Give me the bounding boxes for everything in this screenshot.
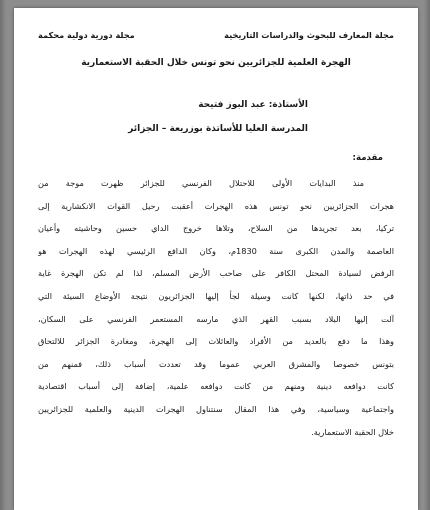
- paragraph-line: هجرات الجزائريين نحو تونس هذه الهجرات أعقبت رحيل القوات الانكشارية إلى: [38, 200, 394, 211]
- paragraph-line: وهذا ما دفع بالعديد من الأفراد والعائلات إلى الهجرة، ومغادرة الجزائر للالتحاق: [38, 336, 394, 347]
- section-heading: مقدمة:: [352, 153, 383, 163]
- page-header: [38, 30, 394, 44]
- journal-type: مجلة دورية دولية محكمة: [38, 30, 135, 40]
- paragraph-line: آلت إليها البلاد بسبب القهر الذي مارسه المستعمر الفرنسي على السكان،: [38, 313, 394, 324]
- paragraph-line: في حد ذاتها، لكنها كانت وسيلة لجأ إليها الجزائريون نتيجة الأوضاع السيئة التي: [38, 290, 394, 301]
- body-text: [38, 176, 394, 447]
- paragraph-line: كانت دوافعه دينية ومنهم من كانت دوافعه علمية، إضافة إلى أسباب اقتصادية: [38, 381, 394, 392]
- paragraph-line: بتونس خصوصا والمشرق العربي عموما وقد تعددت أسباب ذلك، فمنهم من: [38, 358, 394, 369]
- paragraph-line: تركيا، بعد تجريدها من السلاح، وتلاها خروج الداي حسين وحاشيته وأعيان: [38, 223, 394, 234]
- article-author: الأستاذة: عبد البوز فتيحة: [198, 100, 308, 110]
- article-title: الهجرة العلمية للجزائريين نحو تونس خلال الحقبة الاستعمارية: [81, 58, 351, 68]
- paragraph-line: الرفض لسيادة المحتل الكافر على صاحب الأرض المسلم، لذا لم تكن الهجرة غاية: [38, 268, 394, 279]
- document-page: [14, 8, 418, 510]
- paragraph-line: العاصمة والمدن الكبرى سنة 1830م، وكان الدافع الرئيسي لهذه الهجرات هو: [38, 245, 394, 256]
- paragraph-line: واجتماعية وسياسية، وفي هذا المقال سنتناول الهجرات الدينية والعلمية للجزائريين: [38, 403, 394, 414]
- paragraph-line: خلال الحقبة الاستعمارية.: [311, 426, 394, 437]
- paragraph-line: منذ البدايات الأولى للاحتلال الفرنسي للجزائر ظهرت موجة من: [38, 178, 364, 188]
- journal-name: مجلة المعارف للبحوث والدراسات التاريخية: [224, 30, 394, 40]
- author-institution: المدرسة العليا للأساتذة بوزريعة – الجزائر: [128, 124, 308, 134]
